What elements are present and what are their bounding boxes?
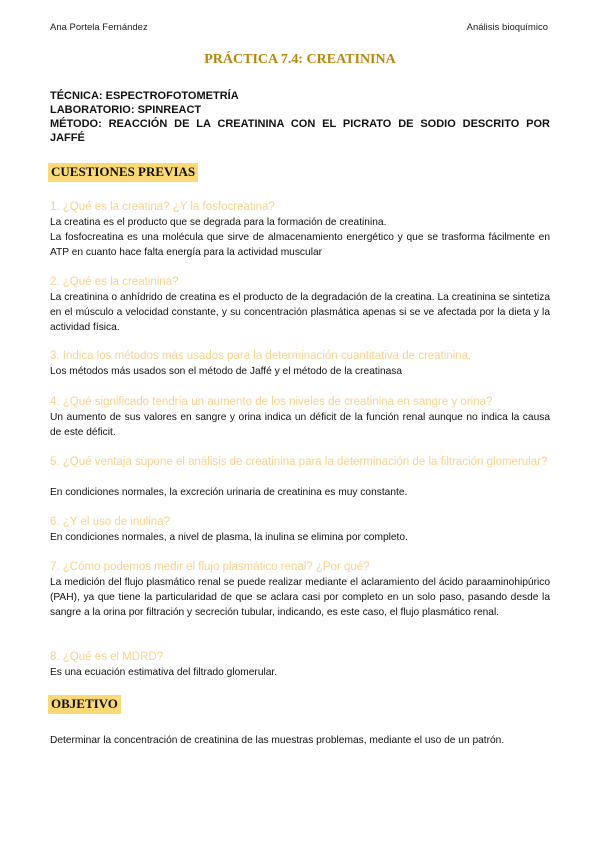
answer-3: Los métodos más usados son el método de Jaffé y el método de la creatinasa <box>50 366 403 377</box>
question-6: 6. ¿Y el uso de inulina? <box>50 516 170 528</box>
meta-block <box>50 89 550 145</box>
answer-5: En condiciones normales, la excreción urinaria de creatinina es muy constante. <box>50 487 408 498</box>
question-3: 3. Indica los métodos más usados para la determinación cuantitativa de creatinina. <box>50 350 472 362</box>
objetivo-text: Determinar la concentración de creatinina de las muestras problemas, mediante el uso de un patrón. <box>50 735 505 746</box>
question-4: 4. ¿Qué significado tendría un aumento de los niveles de creatinina en sangre y orina? <box>50 396 493 408</box>
section-heading-objetivo: OBJETIVO <box>48 695 121 714</box>
question-7: 7. ¿Cómo podemos medir el flujo plasmático renal? ¿Por qué? <box>50 561 370 573</box>
meta-metodo-line2: JAFFÉ <box>50 132 85 144</box>
header-subject: Análisis bioquímico <box>466 22 548 33</box>
answer-8: Es una ecuación estimativa del filtrado glomerular. <box>50 667 278 678</box>
answer-4: Un aumento de sus valores en sangre y orina indica un déficit de la función renal aunque no indica la causa de este déficit. <box>50 412 550 438</box>
page-title: PRÁCTICA 7.4: CREATININA <box>204 52 396 67</box>
answer-6: En condiciones normales, a nivel de plasma, la inulina se elimina por completo. <box>50 532 408 543</box>
answer-1b: La fosfocreatina es una molécula que sirve de almacenamiento energético y que se trasforma fácilmente en ATP en cuanto hace falta energía para la actividad muscular <box>50 232 550 258</box>
question-1: 1. ¿Qué es la creatina? ¿Y la fosfocreatina? <box>50 201 275 213</box>
question-2: 2. ¿Qué es la creatinina? <box>50 276 179 288</box>
meta-metodo-line1: MÉTODO: REACCIÓN DE LA CREATININA CON EL PICRATO DE SODIO DESCRITO POR <box>50 118 550 130</box>
question-5: 5. ¿Qué ventaja supone el análisis de creatinina para la determinación de la filtración glomerular? <box>50 456 548 468</box>
answer-1a: La creatina es el producto que se degrada para la formación de creatinina. <box>50 217 387 228</box>
answer-7: La medición del flujo plasmático renal se puede realizar mediante el aclaramiento del ácido paraaminohipúrico (PAH), ya que tiene la particularidad de que se aclara casi por completo en un solo paso, pasando desde la sangre a la orina por filtración y secreción tubular, indicando, es este caso, el flujo plasmático renal. <box>50 577 550 618</box>
meta-laboratorio: LABORATORIO: SPINREACT <box>50 104 202 116</box>
question-8: 8. ¿Qué es el MDRD? <box>50 651 164 663</box>
header-author: Ana Portela Fernández <box>50 22 148 33</box>
meta-tecnica: TÉCNICA: ESPECTROFOTOMETRÍA <box>50 90 239 102</box>
answer-2: La creatinina o anhídrido de creatina es el producto de la degradación de la creatina. La creatinina se sintetiza en el músculo a velocidad constante, y su concentración plasmática apenas si se ve afectada por la dieta y la actividad física. <box>50 292 550 333</box>
section-heading-previas: CUESTIONES PREVIAS <box>48 163 198 182</box>
